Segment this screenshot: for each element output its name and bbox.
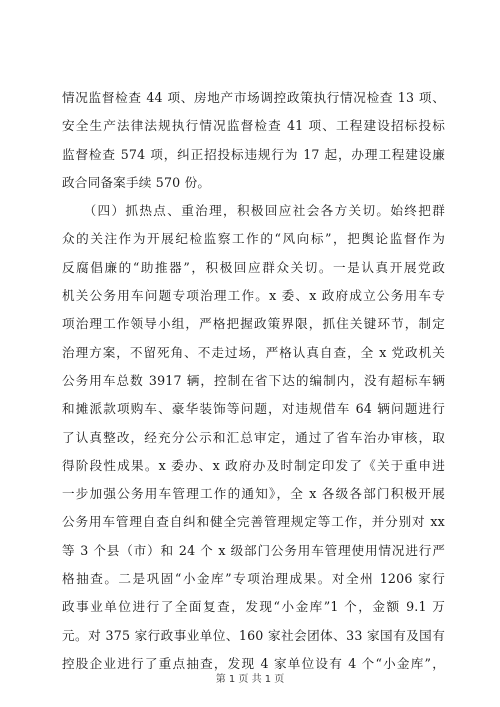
text-line: 项治理工作领导小组，严格把握政策界限，抓住关键环节，制定	[62, 316, 445, 332]
text-line: 机关公务用车问题专项治理工作。x 委、x 政府成立公务用车专	[62, 288, 445, 304]
text-line: 元。对 375 家行政事业单位、160 家社会团体、33 家国有及国有	[62, 627, 445, 643]
text-line: 了认真整改，经充分公示和汇总审定，通过了省车治办审核，取	[62, 429, 445, 445]
text-line: 和摊派款项购车、豪华装饰等问题，对违规借车 64 辆问题进行	[62, 401, 445, 417]
text-line: 政合同备案手续 570 份。	[62, 174, 211, 190]
text-line: 政事业单位进行了全面复查，发现“小金库”1 个，金额 9.1 万	[62, 599, 445, 615]
text-line: 得阶段性成果。x 委办、x 政府办及时制定印发了《关于重申进	[62, 457, 445, 473]
text-line: 等 3 个县（市）和 24 个 x 级部门公务用车管理使用情况进行严	[62, 542, 445, 558]
text-line: 格抽查。二是巩固“小金库”专项治理成果。对全州 1206 家行	[62, 571, 445, 587]
text-line: 一步加强公务用车管理工作的通知》，全 x 各级各部门积极开展	[62, 486, 445, 502]
body-text	[62, 84, 445, 678]
text-line: 控股企业进行了重点抽查，发现 4 家单位设有 4 个“小金库”，	[62, 655, 445, 671]
text-line: 公务用车总数 3917 辆，控制在省下达的编制内，没有超标车辆	[62, 372, 445, 388]
text-line: 监督检查 574 项，纠正招投标违规行为 17 起，办理工程建设廉	[62, 146, 445, 162]
text-line: 情况监督检查 44 项、房地产市场调控政策执行情况检查 13 项、	[62, 90, 445, 105]
text-line: 安全生产法律法规执行情况监督检查 41 项、工程建设招标投标	[62, 118, 445, 134]
text-line: 众的关注作为开展纪检监察工作的“风向标”，把舆论监督作为	[62, 231, 445, 247]
page-footer: 第 1 页 共 1 页	[215, 674, 285, 685]
text-line: 反腐倡廉的“助推器”，积极回应群众关切。一是认真开展党政	[62, 259, 445, 275]
text-line: （四）抓热点、重治理，积极回应社会各方关切。始终把群	[62, 203, 445, 219]
text-line: 治理方案，不留死角、不走过场，严格认真自查，全 x 党政机关	[62, 344, 445, 360]
text-line: 公务用车管理自查自纠和健全完善管理规定等工作，并分别对 xx	[62, 514, 445, 530]
